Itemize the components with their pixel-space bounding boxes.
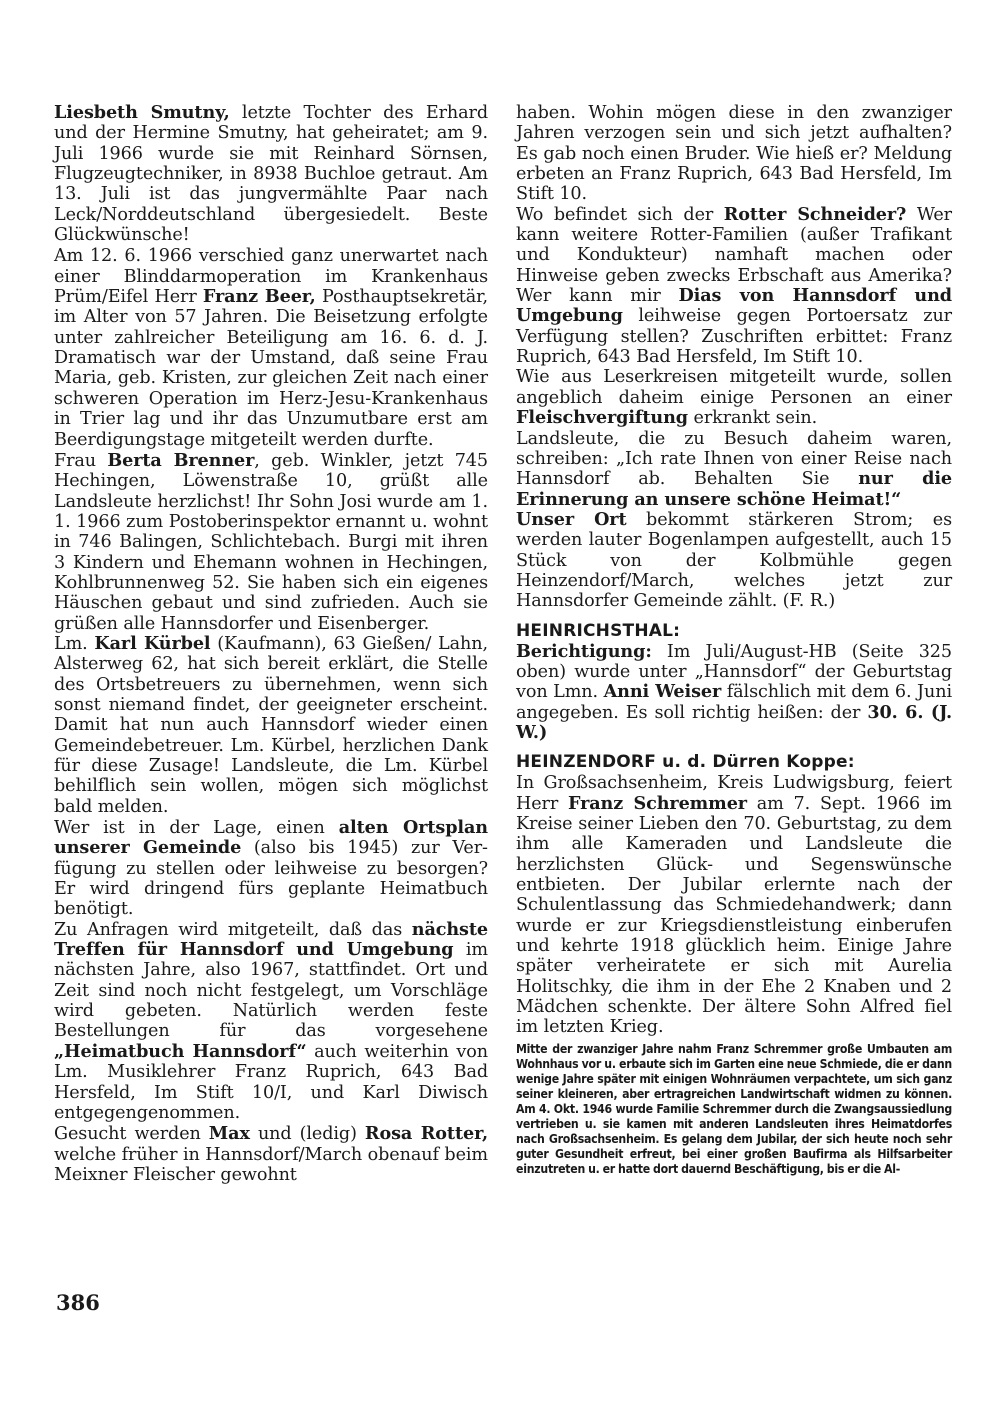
right-column xyxy=(516,103,952,1177)
article-town-map-request: Wer ist in der Lage, einen alten Ortsplan unserer Gemeinde (also bis 1945) zur Verfügung zu stellen oder leihweise zu besorgen? Er wird dringend fürs geplante Heimatbuch benötigt. xyxy=(54,817,488,920)
article-visit-warning: Landsleute, die zu Besuch daheim waren, schreiben: „Ich rate Ihnen von einer Reise nach Hannsdorf ab. Behalten Sie nur die Erinnerung an unsere schöne Heimat!“ xyxy=(516,428,952,510)
article-kuerbel-caretaker: Lm. Karl Kürbel (Kaufmann), 63 Gießen/ Lahn, Alsterweg 62, hat sich bereit erklärt, die Stelle des Ortsbetreuers zu übernehmen, wenn sich sonst niemand findet, der geeigneter erscheint. Damit hat nun auch Hannsdorf wieder einen Gemeindebetreuer. Lm. Kürbel, herzlichen Dank für diese Zusage! Landsleute, die Lm. Kürbel behilflich sein wollen, mögen sich möglichst bald melden. xyxy=(54,632,488,817)
left-column xyxy=(54,103,488,1185)
article-schremmer-birthday: In Großsachsenheim, Kreis Ludwigsburg, feiert Herr Franz Schremmer am 7. Sept. 1966 im Kreise seiner Lieben den 70. Geburtstag, zu dem ihm alle Kameraden und Landsleute die herzlichsten Glück- und Segenswünsche entbieten. Der Jubilar erlernte nach der Schulentlassung das Schmiedehandwerk; dann wurde er zur Kriegsdienstleistung einberufen und kehrte 1918 glücklich heim. Einige Jahre später verheiratete er sich mit Aurelia Holitschky, die ihm in der Ehe 2 Knaben und 2 Mädchen schenkte. Der ältere Sohn Alfred fiel im letzten Krieg. xyxy=(516,773,952,1038)
article-rotter-search: Gesucht werden Max und (ledig) Rosa Rotter, welche früher in Hannsdorf/March obenauf beim Meixner Fleischer gewohnt xyxy=(54,1123,488,1185)
section-heading-heinrichsthal: HEINRICHSTHAL: xyxy=(516,620,681,641)
section-heading-heinzendorf: HEINZENDORF u. d. Dürren Koppe: xyxy=(516,752,855,773)
article-schremmer-biography: Mitte der zwanziger Jahre nahm Franz Schremmer große Umbauten am Wohnhaus vor u. erbaute sich im Garten eine neue Schmiede, die er dann wenige Jahre später mit einigen Wohnräumen verpachtete, um sich ganz seiner kleineren, aber ertragreichen Landwirtschaft widmen zu können. Am 4. Okt. 1946 wurde Familie Schremmer durch die Zwangsaussiedlung vertrieben u. sie kamen mit anderen Landsleuten ihres Heimatdorfes nach Großsachsenheim. Es gelang dem Jubilar, der sich heute noch sehr guter Gesundheit erfreut, bei einer großen Baufirma als Hilfsarbeiter einzutreten u. er hatte dort dauernd Beschäftigung, bis er die Al- xyxy=(516,1041,952,1177)
article-food-poisoning: Wie aus Leserkreisen mitgeteilt wurde, sollen angeblich daheim einige Personen an einer Fleischvergiftung erkrankt sein. xyxy=(516,367,952,429)
article-correction: Berichtigung: Im Juli/August-HB (Seite 325 oben) wurde unter „Hannsdorf“ der Geburtstag von Lmn. Anni Weiser fälschlich mit dem 6. Juni angegeben. Es soll richtig heißen: der 30. 6. (J. W.) xyxy=(516,640,952,743)
article-brenner-greetings: Frau Berta Brenner, geb. Winkler, jetzt 745 Hechingen, Löwenstraße 10, grüßt alle Landsleute herzlichst! Ihr Sohn Josi wurde am 1. 1. 1966 zum Postoberinspektor ernannt u. wohnt in 746 Balingen, Schlichtebach. Burgi mit ihren 3 Kindern und Ehemann wohnen in Hechingen, Kohlbrunnenweg 52. Sie haben sich ein eigenes Häuschen gebaut und sind zufrieden. Auch sie grüßen alle Hannsdorfer und Eisenberger. xyxy=(54,449,488,634)
page-number: 386 xyxy=(56,1290,100,1315)
article-beer-obituary: Am 12. 6. 1966 verschied ganz unerwartet nach einer Blinddarmoperation im Krankenhaus Prüm/Eifel Herr Franz Beer, Posthauptsekretär, im Alter von 57 Jahren. Die Beisetzung erfolgte unter zahlreicher Beteiligung am 16. 6. d. J. Dramatisch war der Umstand, daß seine Frau Maria, geb. Kristen, zur gleichen Zeit nach einer schweren Operation im Herz-Jesu-Krankenhaus in Trier lag und ihr das Unzumutbare erst am Beerdigungstage mitgeteilt werden durfte. xyxy=(54,246,489,450)
article-street-lamps: Unser Ort bekommt stärkeren Strom; es werden lauter Bogenlampen aufgestellt, auch 15 Stück von der Kolbmühle gegen Heinzendorf/March, welches jetzt zur Hannsdorfer Gemeinde zählt. (F. R.) xyxy=(516,508,952,612)
article-rotter-tailor: Wo befindet sich der Rotter Schneider? Wer kann weitere Rotter-Familien (außer Trafikant und Kondukteur) namhaft machen oder Hinweise geben zwecks Erbschaft aus Amerika? Wer kann mir Dias von Hannsdorf und Umgebung leihweise gegen Portoersatz zur Verfügung stellen? Zuschriften erbittet: Franz Ruprich, 643 Bad Hersfeld, Im Stift 10. xyxy=(516,203,952,368)
article-smutny-wedding: Liesbeth Smutny, letzte Tochter des Erhard und der Hermine Smutny, hat geheiratet; am 9. Juli 1966 wurde sie mit Reinhard Sörnsen, Flugzeugtechniker, in 8938 Buchloe getraut. Am 13. Juli ist das jungvermählte Paar nach Leck/Norddeutschland übergesiedelt. Beste Glückwünsche! xyxy=(54,102,488,246)
article-next-meeting: Zu Anfragen wird mitgeteilt, daß das nächste Treffen für Hannsdorf und Umgebung im nächsten Jahre, also 1967, stattfindet. Ort und Zeit sind noch nicht festgelegt, um Vorschläge wird gebeten. Natürlich werden feste Bestellungen für das vorgesehene „Heimatbuch Hannsdorf“ auch weiterhin von Lm. Musiklehrer Franz Ruprich, 643 Bad Hersfeld, Im Stift 10/I, und Karl Diwisch entgegengenommen. xyxy=(54,918,488,1123)
article-rotter-search-continued: haben. Wohin mögen diese in den zwanziger Jahren verzogen sein und sich jetzt aufhalten? Es gab noch einen Bruder. Wie hieß er? Meldung erbeten an Franz Ruprich, 643 Bad Hersfeld, Im Stift 10. xyxy=(516,103,952,205)
